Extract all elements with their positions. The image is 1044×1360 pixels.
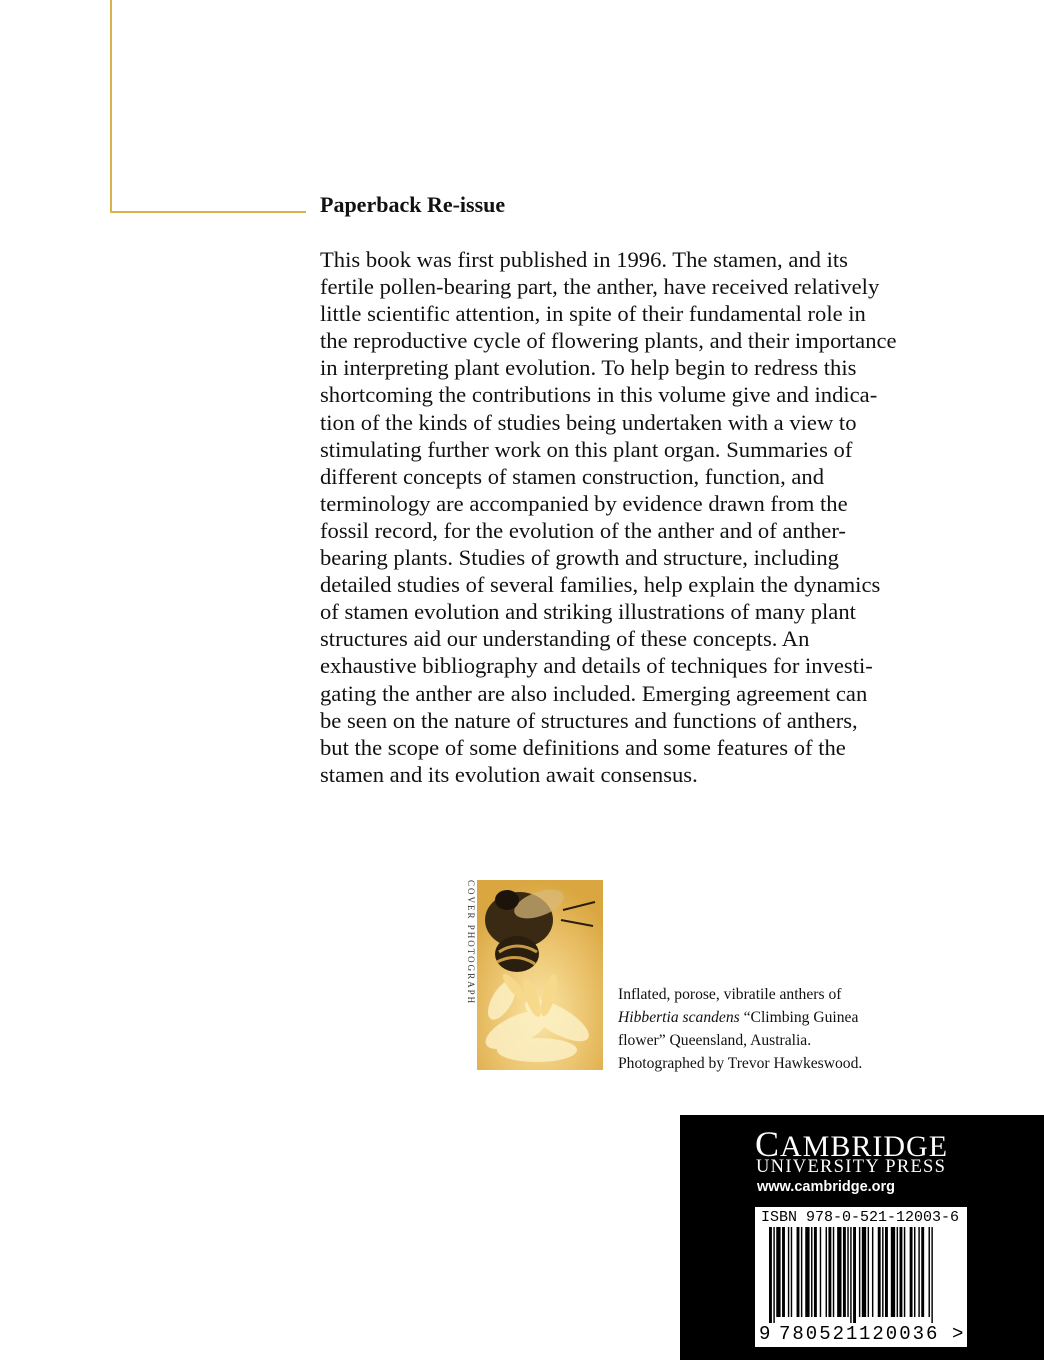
caption-line-2-rest: “Climbing Guinea: [739, 1009, 859, 1026]
blurb-line: in interpreting plant evolution. To help begin to redress this: [320, 355, 857, 381]
corner-rule-vertical: [110, 0, 112, 213]
barcode-bar: [776, 1227, 780, 1317]
blurb-line: structures aid our understanding of these concepts. An: [320, 626, 810, 652]
barcode-bar: [929, 1227, 930, 1317]
barcode-right-digits: 120036: [859, 1323, 940, 1345]
publisher-name-initial: C: [755, 1124, 781, 1164]
barcode-bar: [918, 1227, 919, 1317]
barcode-bar: [921, 1227, 924, 1317]
barcode-bar: [872, 1227, 873, 1317]
barcode-bar: [797, 1227, 800, 1317]
blurb-line: stimulating further work on this plant organ. Summaries of: [320, 436, 853, 462]
publisher-name-rest: AMBRIDGE: [780, 1130, 949, 1163]
caption-line-1: Inflated, porose, vibratile anthers of: [618, 986, 842, 1003]
blurb-line: This book was first published in 1996. The stamen, and its: [320, 247, 848, 272]
caption-line-2: [618, 1006, 908, 1029]
barcode-bar: [862, 1227, 866, 1317]
isbn-label: ISBN 978-0-521-12003-6: [761, 1209, 960, 1226]
blurb-line: be seen on the nature of structures and functions of anthers,: [320, 707, 858, 733]
barcode-bar: [805, 1227, 809, 1317]
blurb-line: detailed studies of several families, help explain the dynamics: [320, 572, 881, 598]
barcode-bar: [791, 1227, 792, 1317]
blurb-line: tion of the kinds of studies being undertaken with a view to: [320, 409, 857, 435]
barcode-bar: [837, 1227, 841, 1317]
barcode-digits: [755, 1323, 967, 1345]
barcode-bar: [811, 1227, 812, 1317]
barcode-bar: [769, 1227, 772, 1323]
barcode-left-digits: 780521: [779, 1323, 860, 1345]
caption-line-4: Photographed by Trevor Hawkeswood.: [618, 1055, 863, 1072]
barcode-bar: [782, 1227, 785, 1317]
blurb-line: the reproductive cycle of flowering plants, and their importance: [320, 328, 897, 354]
blurb-line: different concepts of stamen construction, function, and: [320, 463, 825, 489]
barcode-bar: [828, 1227, 831, 1317]
blurb-line: terminology are accompanied by evidence drawn from the: [320, 490, 848, 516]
barcode-bar: [910, 1227, 913, 1317]
blurb-line: little scientific attention, in spite of their fundamental role in: [320, 301, 866, 327]
blurb-line: exhaustive bibliography and details of techniques for investi-: [320, 653, 873, 679]
barcode-bar: [833, 1227, 834, 1317]
barcode-bar: [847, 1227, 848, 1317]
barcode-bar: [801, 1227, 802, 1317]
cover-photograph-label: COVER PHOTOGRAPH: [466, 880, 476, 1006]
barcode-bar: [826, 1227, 827, 1317]
caption-species: Hibbertia scandens: [618, 1009, 740, 1026]
cover-photo: [477, 880, 603, 1070]
barcode-bar: [868, 1227, 869, 1317]
barcode-bar: [897, 1227, 898, 1317]
barcode-first-digit: 9: [759, 1323, 771, 1345]
barcode-bar: [885, 1227, 888, 1317]
publisher-press: UNIVERSITY PRESS: [756, 1157, 947, 1177]
barcode-bar: [853, 1227, 856, 1323]
barcode-end-mark: >: [952, 1323, 964, 1345]
blurb-line: but the scope of some definitions and some features of the: [320, 734, 846, 760]
barcode-bar: [773, 1227, 774, 1323]
barcode-bar: [931, 1227, 932, 1323]
publisher-panel: [680, 1115, 1044, 1360]
caption-line-3: flower” Queensland, Australia.: [618, 1032, 812, 1049]
cover-caption: [618, 983, 908, 1075]
barcode-bar: [788, 1227, 789, 1317]
blurb-line: fossil record, for the evolution of the anther and of anther-: [320, 517, 846, 543]
publisher-url: www.cambridge.org: [757, 1179, 896, 1195]
blurb-line: bearing plants. Studies of growth and structure, including: [320, 545, 839, 571]
blurb-line: of stamen evolution and striking illustrations of many plant: [320, 599, 856, 625]
barcode-bar: [882, 1227, 883, 1317]
blurb-line: gating the anther are also included. Emerging agreement can: [320, 680, 868, 706]
reissue-heading: Paperback Re-issue: [320, 192, 506, 217]
barcode-bar: [878, 1227, 881, 1317]
barcode-bars: [755, 1227, 967, 1323]
barcode-bar: [814, 1227, 817, 1317]
barcode-bar: [891, 1227, 895, 1317]
barcode-bar: [820, 1227, 821, 1317]
corner-rule-horizontal: [110, 211, 306, 213]
barcode: [755, 1207, 967, 1347]
book-description: [320, 246, 945, 788]
barcode-bar: [900, 1227, 903, 1317]
bee-on-flower-image: [477, 880, 603, 1070]
blurb-line: shortcoming the contributions in this volume give and indica-: [320, 382, 878, 408]
barcode-bar: [850, 1227, 851, 1323]
barcode-bar: [859, 1227, 860, 1317]
blurb-line: fertile pollen-bearing part, the anther, have received relatively: [320, 274, 880, 300]
blurb-line: stamen and its evolution await consensus.: [320, 761, 698, 787]
barcode-bar: [904, 1227, 905, 1317]
barcode-bar: [914, 1227, 915, 1317]
barcode-bar: [843, 1227, 846, 1317]
